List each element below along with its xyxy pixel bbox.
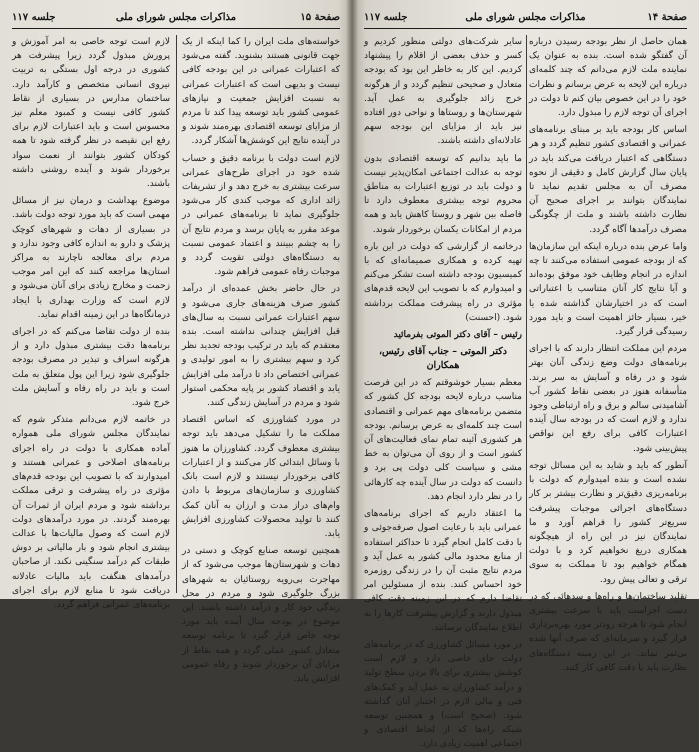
paragraph: در خاتمه لازم می‌دانم متذکر شوم که نمایندگان مجلس شورای ملی همواره آماده همکاری با دولت در راه اجرای برنامه‌های اصلاحی و عمرانی هستند و امیدوارند که با تصویب این بودجه قدم‌های مؤثری در راه پیشرفت و ترقی مملکت برداشته شود و مردم ایران از ثمرات آن بهره‌مند گردند. در مورد درآمدهای دولت لازم است که وصول مالیات‌ها با عدالت بیشتری انجام شود و بار مالیاتی بر دوش طبقات کم درآمد سنگینی نکند. از صاحبان درآمدهای هنگفت باید مالیات عادلانه دریافت شود تا منابع لازم برای اجرای برنامه‌های عمرانی فراهم گردد.	[12, 415, 170, 610]
paragraph: همچنین توسعه صنایع کوچک و دستی در دهات و شهرستان‌ها موجب می‌شود که از مهاجرت بی‌رویه روستائیان به شهرهای بزرگ جلوگیری شود و مردم در محل زندگی خود کار و درآمد داشته باشند. این موضوع در بودجه سال آینده باید مورد توجه خاص قرار گیرد تا برنامه توسعه متعادل کشور عملی گردد و همه نقاط از مزایای آن برخوردار شوند و رفاه عمومی افزایش یابد.	[182, 546, 340, 684]
paragraph: معظم بسیار خوشوقتم که در این فرصت مناسب درباره لایحه بودجه کل کشور که متضمن برنامه‌های مهم عمرانی و اقتصادی است چند کلمه‌ای به عرض برسانم. بودجه هر کشوری آئینه تمام نمای فعالیت‌های آن کشور است و از روی آن می‌توان به خط مشی و سیاست کلی دولت پی برد و دانست که دولت در سال آینده چه کارهائی را در نظر دارد انجام دهد.	[364, 378, 522, 502]
paragraph: ما باید بدانیم که توسعه اقتصادی بدون توجه به عدالت اجتماعی امکان‌پذیر نیست و دولت باید در توزیع اعتبارات به مناطق محروم توجه بیشتری معطوف دارد تا فاصله بین شهر و روستا کاهش یابد و همه مردم از امکانات یکسان برخوردار شوند.	[364, 153, 522, 235]
paragraph: بنده از دولت تقاضا می‌کنم که در اجرای برنامه‌ها دقت بیشتری مبذول دارد و از هرگونه اسراف و تبذیر در مصرف بودجه جلوگیری شود زیرا این پول متعلق به ملت است و باید در راه رفاه و آسایش ملت خرج شود.	[12, 327, 170, 409]
right-page-title: مذاکرات مجلس شورای ملی	[465, 12, 586, 23]
paragraph: در مورد کشاورزی که اساس اقتصاد مملکت ما را تشکیل می‌دهد باید توجه بیشتری معطوف گردد. کشاورزان ما هنوز با وسائل ابتدائی کار می‌کنند و از اعتبارات کافی برخوردار نیستند و لازم است بانک کشاورزی و سازمان‌های مربوط با دادن وام‌های دراز مدت و ارزان به آنان کمک کنند تا تولید محصولات کشاورزی افزایش یابد.	[182, 415, 340, 539]
paragraph: درخاتمه از گزارشی که دولت در این باره تهیه کرده و همکاری صمیمانه‌ای که با کمیسیون بودجه داشته است تشکر می‌کنم و امیدوارم که با تصویب این لایحه قدم‌های مؤثری در راه پیشرفت مملکت برداشته شود. (احسنت)	[364, 241, 522, 323]
paragraph: مردم این مملکت انتظار دارند که با اجرای برنامه‌های دولت وضع زندگی آنان بهتر شود و در رفاه و آسایش به سر برند. متأسفانه هنوز در بعضی نقاط کشور آب آشامیدنی سالم و برق و راه ارتباطی وجود ندارد و لازم است که در بودجه سال آینده اعتبارات کافی برای رفع این نواقص پیش‌بینی شود.	[529, 344, 687, 454]
speaker-heading: دکتر الموتی – جناب آقای رئیس، همکاران	[378, 346, 507, 372]
book-gutter-shadow	[346, 0, 358, 599]
paragraph: خواسته‌های ملت ایران را کما اینکه از یک جهت قانونی هستند بشنوید. گفته می‌شود که اعتبارات عمرانی در این بودجه کافی نیست و بدیهی است که اعتبارات عمرانی به نسبت افزایش جمعیت و نیازهای عمومی کشور باید توسعه پیدا کند تا مردم از مزایای توسعه اقتصادی بهره‌مند شوند و در آینده نتایج این کوشش‌ها آشکار گردد.	[182, 37, 340, 147]
paragraph: موضوع بهداشت و درمان نیز از مسائل مهمی است که باید مورد توجه دولت باشد. در بسیاری از دهات و شهرهای کوچک پزشک و دارو به اندازه کافی وجود ندارد و مردم برای معالجه ناچارند به مراکز استان‌ها مراجعه کنند که این امر موجب زحمت و مخارج زیادی برای آنان می‌شود و لازم است که وزارت بهداری با ایجاد درمانگاه‌ها در این زمینه اقدام نماید.	[12, 196, 170, 320]
paragraph: لازم است توجه خاصی به امر آموزش و پرورش مبذول گردد زیرا پیشرفت هر کشوری در درجه اول بستگی به تربیت نیروی انسانی متخصص و کارآمد دارد. ساختمان مدارس در بسیاری از نقاط کشور کافی نیست و کمبود معلم نیز محسوس است و باید اعتبارات لازم برای رفع این نقیصه در نظر گرفته شود تا همه کودکان کشور بتوانند از نعمت سواد برخوردار شوند و آینده روشنی داشته باشند.	[12, 37, 170, 190]
left-page	[0, 0, 352, 684]
left-page-left-column	[12, 35, 170, 610]
right-page-number: صفحة ۱۴	[647, 12, 687, 23]
paragraph: واما عرض بنده درباره اینکه این سازمان‌ها که از بودجه عمومی استفاده می‌کنند تا چه اندازه در انجام وظایف خود موفق بوده‌اند و آیا نتایج کار آنان متناسب با اعتباراتی است که در اختیارشان گذاشته شده یا خیر، بسیار حائز اهمیت است و باید مورد رسیدگی قرار گیرد.	[529, 241, 687, 338]
left-page-number: صفحة ۱۵	[300, 12, 340, 23]
paragraph: سایر شرکت‌های دولتی منظور کردیم و کسر و حذف بعضی از اقلام را پیشنهاد کردیم. این کار به خاطر این بود که بودجه متعادل و صحیحی تنظیم گردد و از هرگونه خرج زائد جلوگیری به عمل آید. شهرستان‌ها و روستاها و نواحی دور افتاده نیز باید از مزایای این بودجه سهم عادلانه‌ای داشته باشند.	[364, 37, 522, 147]
speaker-line: رئیس – آقای دکتر الموتی بفرمائید	[393, 330, 522, 341]
paragraph: در مورد مسائل کشاورزی که در برنامه‌های دولت جای خاصی دارد و لازم است کوشش بیشتری برای بالا بردن سطح تولید و درآمد کشاورزان به عمل آید و کمک‌های فنی و مالی لازم در اختیار آنان گذاشته شود. (صحیح است) و همچنین توسعه شبکه راه‌ها که از لحاظ اقتصادی و اجتماعی اهمیت زیادی دارد.	[364, 639, 522, 750]
paragraph: اساس کار بودجه باید بر مبنای برنامه‌های عمرانی و اقتصادی کشور تنظیم گردد و هر دستگاهی که اعتبار دریافت می‌کند باید در پایان سال گزارش کامل و دقیقی از نحوه مصرف آن به مجلس تقدیم نماید تا نمایندگان بتوانند بر اجرای صحیح آن نظارت داشته باشند و ملت از چگونگی مصرف درآمدها آگاه گردد.	[529, 125, 687, 235]
paragraph: آنطور که باید و شاید به این مسائل توجه نشده است و بنده امیدوارم که دولت با برنامه‌ریزی دقیق‌تر و نظارت بیشتر بر کار دستگاه‌های اجرائی موجبات پیشرفت سریع‌تر کشور را فراهم آورد و ما نمایندگان نیز در این راه از هیچگونه همکاری دریغ نخواهیم کرد و با دولت همگام خواهیم بود تا مملکت به سوی ترقی و تعالی پیش رود.	[529, 460, 687, 585]
paragraph: همان حاصل از نظر بودجه رسیدن درباره آن گفتگو شده است. بنده به عنوان یک نماینده ملت لازم می‌دانم که چند کلمه‌ای درباره این لایحه به عرض برسانم و نظرات خود را در این خصوص بیان کنم تا دولت در اجرای آن توجه لازم را مبذول دارد.	[529, 37, 687, 119]
column-divider	[176, 35, 177, 593]
right-page-header	[364, 10, 687, 29]
right-page-session: جلسه ۱۱۷	[364, 12, 408, 23]
left-page-header	[12, 10, 340, 29]
left-page-columns	[12, 35, 340, 684]
column-divider	[526, 35, 527, 593]
left-page-right-column	[182, 35, 340, 684]
paragraph: لازم است دولت با برنامه دقیق و حساب شده خود در اجرای طرح‌های عمرانی سرعت بیشتری به خرج دهد و از تشریفات زائد اداری که موجب کندی کار می‌شود جلوگیری نماید تا برنامه‌های عمرانی در موعد مقرر به پایان برسد و مردم نتایج آن را به چشم ببینند و اعتماد عمومی نسبت به دستگاه‌های دولتی تقویت گردد و موجبات رفاه عمومی فراهم شود.	[182, 153, 340, 278]
right-page-columns	[364, 35, 687, 750]
paragraph: تقلید ساختمان‌ها و راه‌ها و سدهائی که در دست اجراست باید با سرعت بیشتری انجام شود تا هرچه زودتر مورد بهره‌برداری قرار گیرد و سرمایه‌ای که صرف آنها شده بی‌ثمر نماند. در این زمینه دستگاه‌های نظارت باید با دقت کافی کار کنند.	[529, 591, 687, 673]
right-page	[352, 0, 699, 750]
right-page-left-column	[364, 35, 522, 750]
right-page-right-column	[529, 35, 687, 673]
left-page-session: جلسه ۱۱۷	[12, 12, 56, 23]
paragraph: در حال حاضر بخش عمده‌ای از درآمد کشور صرف هزینه‌های جاری می‌شود و سهم اعتبارات عمرانی نسبت به سال‌های قبل افزایش چندانی نداشته است. بنده معتقدم که باید در ترکیب بودجه تجدید نظر کرد و سهم بیشتری را به امور تولیدی و عمرانی اختصاص داد تا درآمد ملی افزایش یابد و اقتصاد کشور بر پایه محکمی استوار شود و مردم در آسایش زندگی کنند.	[182, 284, 340, 409]
left-page-title: مذاکرات مجلس شورای ملی	[115, 12, 237, 23]
paragraph: ما اعتقاد داریم که اجرای برنامه‌های عمرانی باید با رعایت اصول صرفه‌جوئی و با دقت کامل انجام گیرد تا حداکثر استفاده از منابع محدود مالی کشور به عمل آید و مردم نتایج مثبت آن را در زندگی روزمره خود احساس کنند. بنده از مسئولین امر تقاضا دارم که در این زمینه دقت کافی مبذول دارند و گزارش پیشرفت کارها را به اطلاع نمایندگان برسانند.	[364, 509, 522, 633]
